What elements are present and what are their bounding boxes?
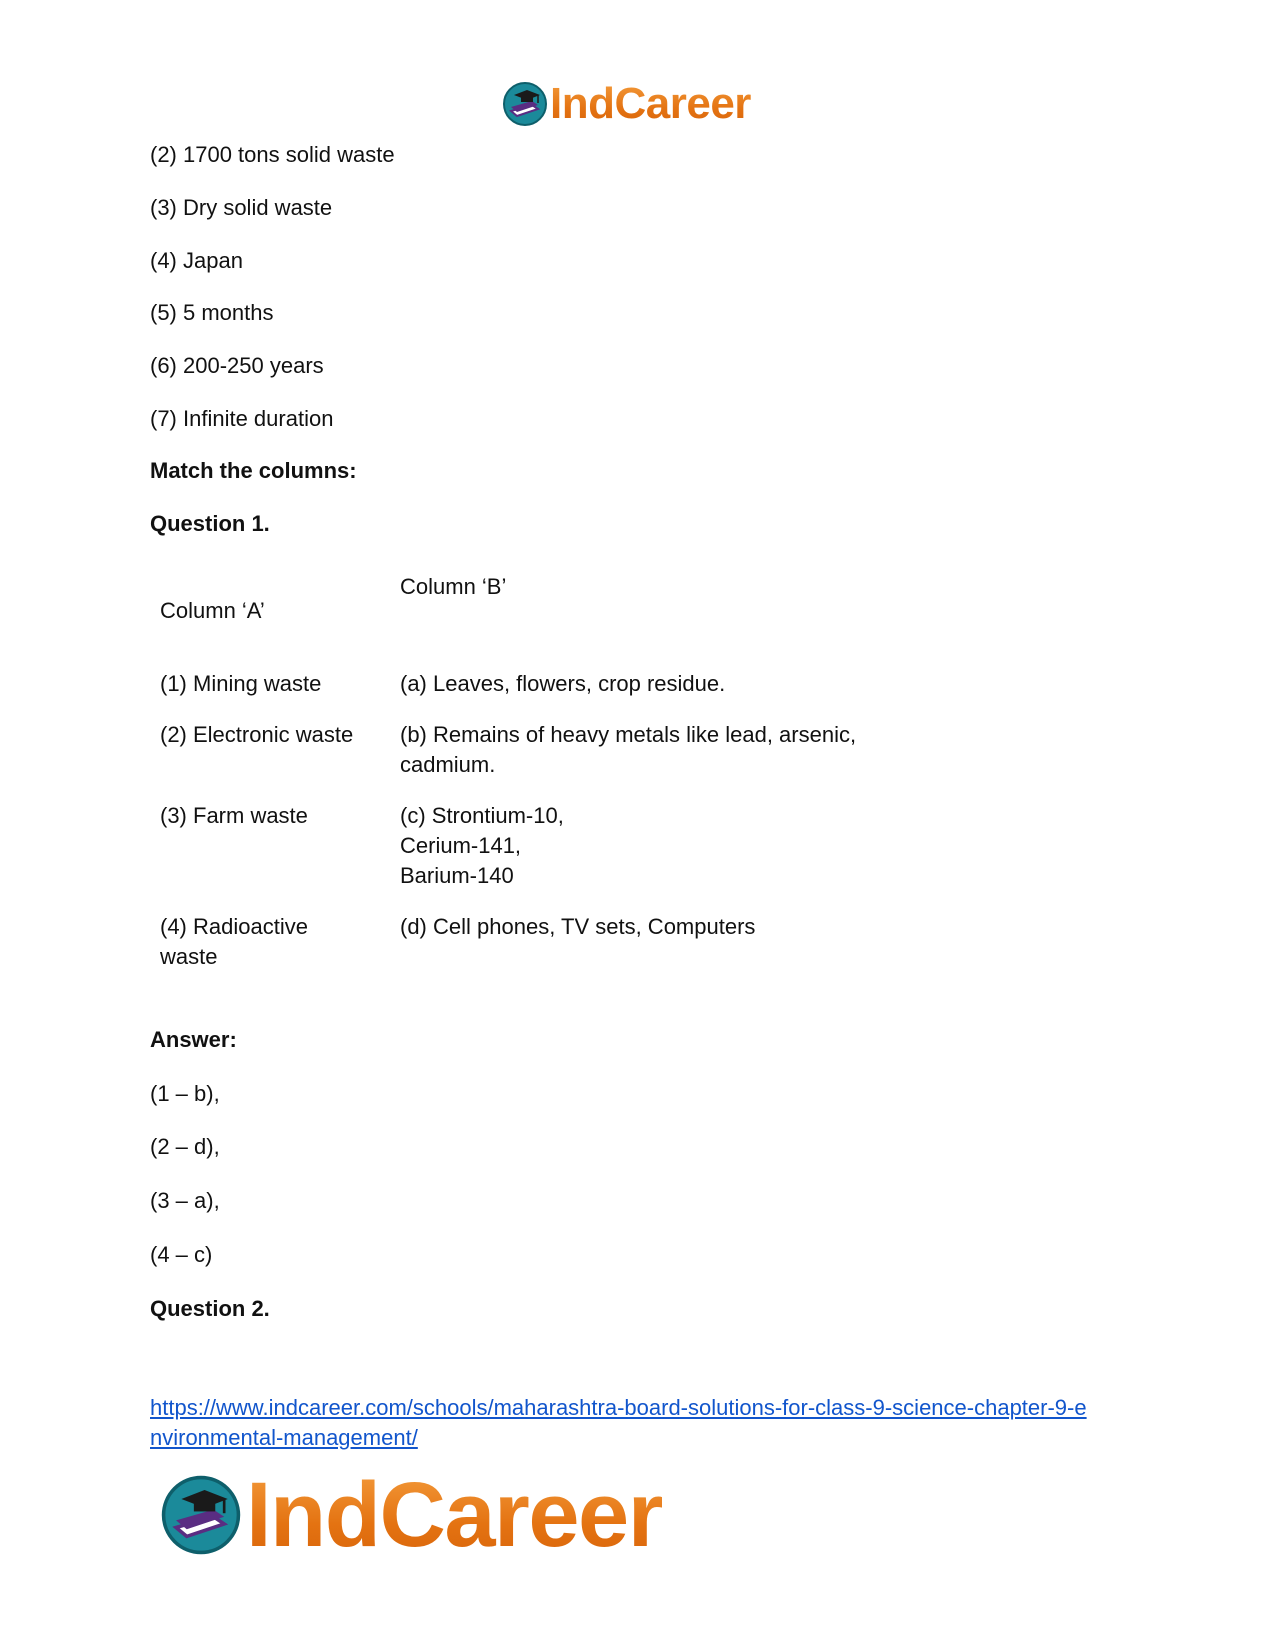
question-2-label: Question 2. (150, 1296, 270, 1321)
answer-item: (3 – a), (150, 1188, 220, 1213)
table-cell-a (160, 912, 390, 972)
list-item: (3) Dry solid waste (150, 195, 333, 220)
graduation-book-icon (160, 1474, 242, 1556)
indcareer-logo-top (502, 80, 751, 128)
answer-item: (2 – d), (150, 1134, 220, 1159)
table-cell-a: (1) Mining waste (160, 671, 322, 696)
list-item: (7) Infinite duration (150, 406, 334, 431)
answer-item: (4 – c) (150, 1242, 213, 1267)
footer-link[interactable] (150, 1393, 1130, 1453)
answer-label: Answer: (150, 1027, 237, 1052)
table-cell-b: (b) Remains of heavy metals like lead, arsenic, cadmium. (400, 722, 857, 777)
table-cell-a: (2) Electronic waste (160, 722, 354, 747)
column-b-header: Column ‘B’ (400, 574, 507, 599)
graduation-book-icon (502, 81, 548, 127)
cell-line: waste (160, 944, 218, 969)
footer-link-line[interactable]: https://www.indcareer.com/schools/maharashtra-board-solutions-for-class-9-science-chapter-9-e (150, 1395, 1087, 1420)
list-item: (4) Japan (150, 248, 243, 273)
section-heading: Match the columns: (150, 458, 357, 483)
cell-line: (c) Strontium-10, (400, 803, 564, 828)
cell-line: (4) Radioactive (160, 914, 308, 939)
table-cell-b (400, 801, 920, 891)
cell-line: Cerium-141, (400, 833, 522, 858)
indcareer-logo-bottom (160, 1465, 662, 1565)
brand-name: IndCareer (550, 79, 751, 128)
table-cell-a: (3) Farm waste (160, 803, 308, 828)
brand-name: IndCareer (246, 1464, 662, 1566)
footer-link-line[interactable]: nvironmental-management/ (150, 1425, 418, 1450)
table-cell-b: (a) Leaves, flowers, crop residue. (400, 671, 726, 696)
list-item: (2) 1700 tons solid waste (150, 142, 395, 167)
question-1-label: Question 1. (150, 511, 270, 536)
table-cell-b: (d) Cell phones, TV sets, Computers (400, 914, 756, 939)
column-a-header: Column ‘A’ (160, 598, 265, 623)
list-item: (5) 5 months (150, 300, 274, 325)
list-item: (6) 200-250 years (150, 353, 324, 378)
answer-item: (1 – b), (150, 1081, 220, 1106)
cell-line: Barium-140 (400, 863, 514, 888)
